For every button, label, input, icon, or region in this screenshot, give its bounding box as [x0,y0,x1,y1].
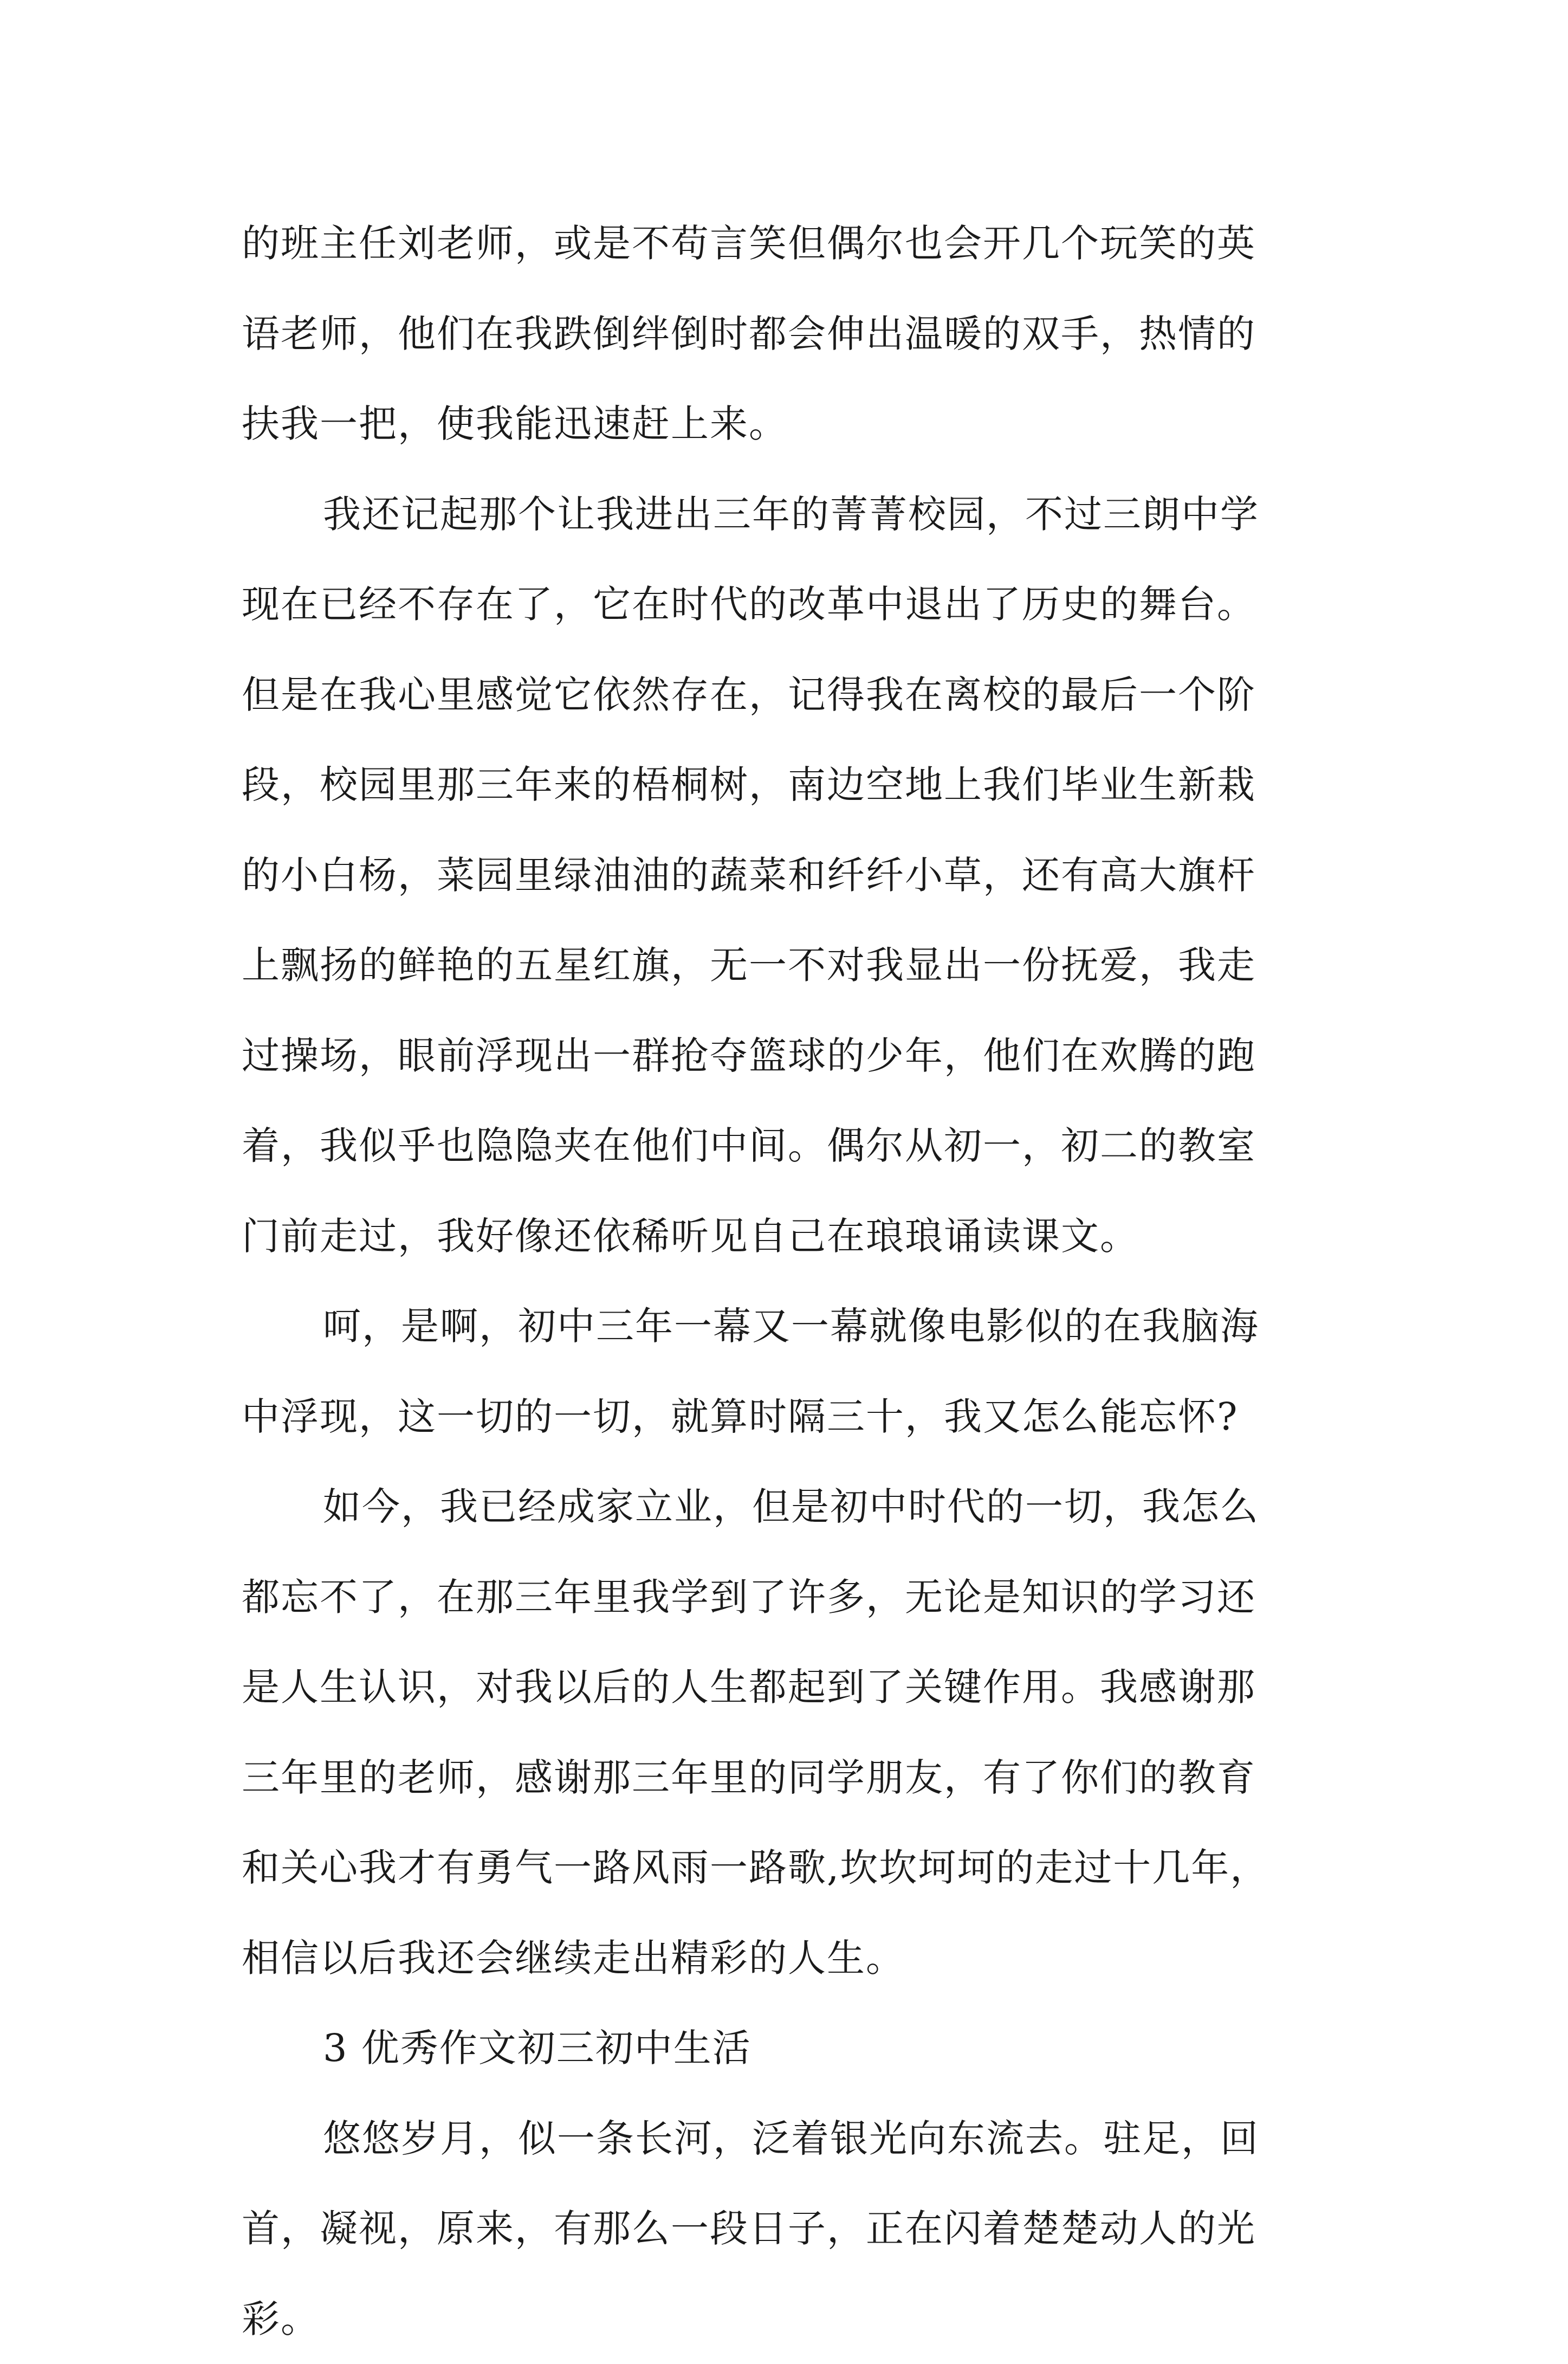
text-line: 上飘扬的鲜艳的五星红旗，无一不对我显出一份抚爱，我走 [242,920,1331,1011]
text-line: 的小白杨，菜园里绿油油的蔬菜和纤纤小草，还有高大旗杆 [242,830,1331,921]
text-line: 但是在我心里感觉它依然存在，记得我在离校的最后一个阶 [242,650,1331,740]
body-text [242,198,1331,2364]
text-line: 如今，我已经成家立业，但是初中时代的一切，我怎么 [242,1462,1331,1552]
text-line: 呵，是啊，初中三年一幕又一幕就像电影似的在我脑海 [242,1281,1331,1372]
text-line: 的班主任刘老师，或是不苟言笑但偶尔也会开几个玩笑的英 [242,198,1331,289]
text-line: 是人生认识，对我以后的人生都起到了关键作用。我感谢那 [242,1642,1331,1733]
text-line: 过操场，眼前浮现出一群抢夺篮球的少年，他们在欢腾的跑 [242,1011,1331,1101]
text-line: 相信以后我还会继续走出精彩的人生。 [242,1913,1331,2004]
text-line: 和关心我才有勇气一路风雨一路歌,坎坎坷坷的走过十几年， [242,1823,1331,1913]
text-line: 扶我一把，使我能迅速赶上来。 [242,379,1331,469]
text-line: 中浮现，这一切的一切，就算时隔三十，我又怎么能忘怀? [242,1372,1331,1462]
text-line: 彩。 [242,2274,1331,2364]
text-line: 门前走过，我好像还依稀听见自己在琅琅诵读课文。 [242,1191,1331,1282]
text-line: 语老师，他们在我跌倒绊倒时都会伸出温暖的双手，热情的 [242,289,1331,379]
text-line: 首，凝视，原来，有那么一段日子，正在闪着楚楚动人的光 [242,2184,1331,2274]
text-line: 段，校园里那三年来的梧桐树，南边空地上我们毕业生新栽 [242,740,1331,830]
text-line: 三年里的老师，感谢那三年里的同学朋友，有了你们的教育 [242,1733,1331,1823]
text-line: 悠悠岁月，似一条长河，泛着银光向东流去。驻足，回 [242,2094,1331,2184]
text-line: 现在已经不存在了，它在时代的改革中退出了历史的舞台。 [242,559,1331,650]
text-line: 我还记起那个让我进出三年的菁菁校园，不过三朗中学 [242,469,1331,560]
text-line: 着，我似乎也隐隐夹在他们中间。偶尔从初一，初二的教室 [242,1101,1331,1191]
section-heading: 3 优秀作文初三初中生活 [242,2003,1331,2094]
text-line: 都忘不了，在那三年里我学到了许多，无论是知识的学习还 [242,1552,1331,1643]
